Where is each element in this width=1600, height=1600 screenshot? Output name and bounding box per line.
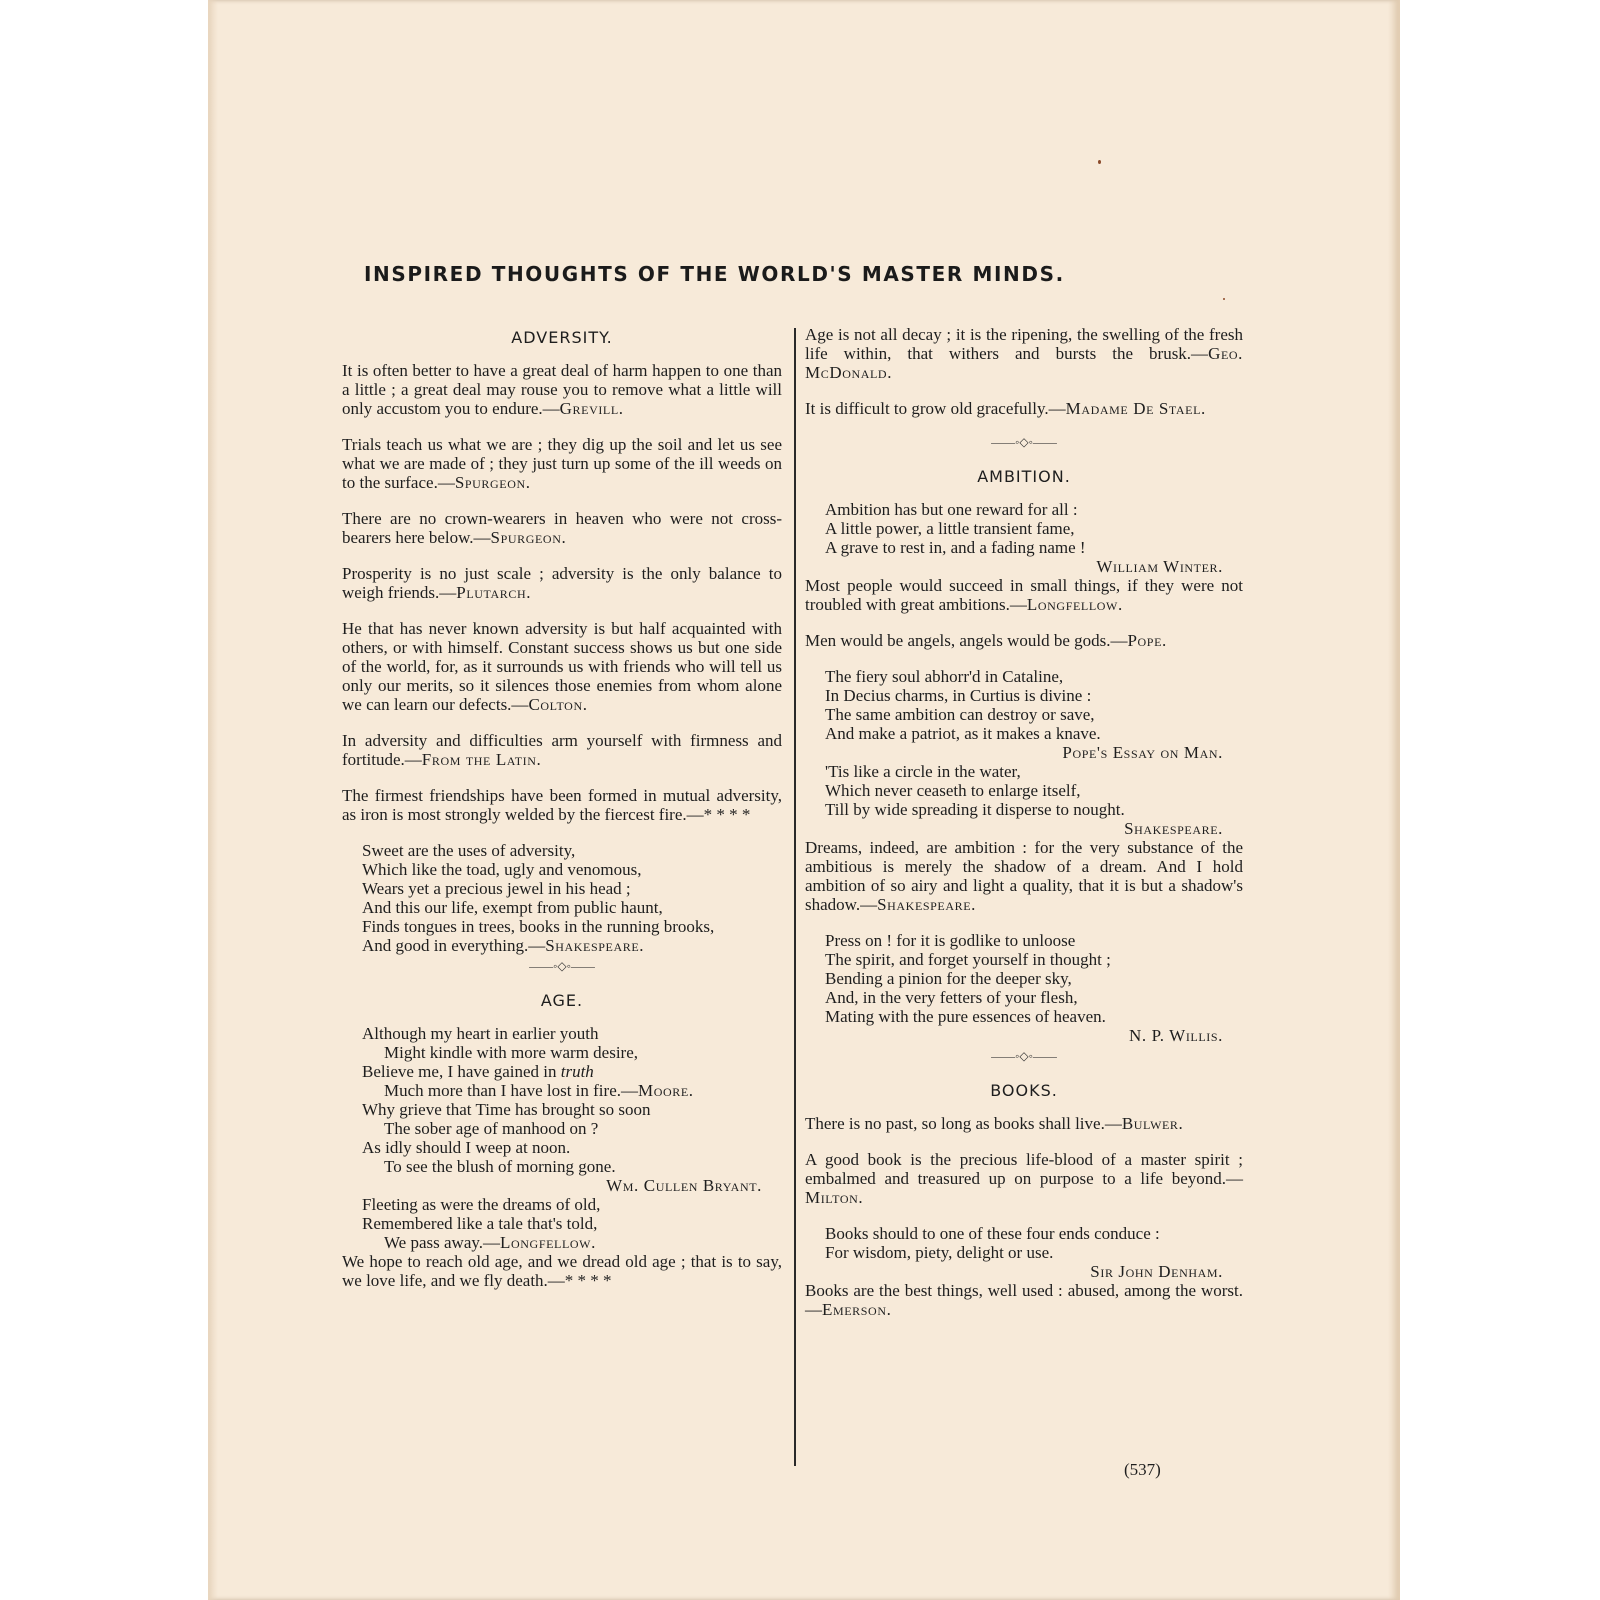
quote	[805, 838, 1243, 914]
quote	[342, 509, 782, 547]
poem-line: Bending a pinion for the deeper sky,	[825, 969, 1072, 988]
poem-line: Fleeting as were the dreams of old,	[362, 1195, 601, 1214]
poem-line: And, in the very fetters of your flesh,	[825, 988, 1078, 1007]
right-column	[805, 325, 1243, 1336]
poem-line: As idly should I weep at noon.	[362, 1138, 571, 1157]
quote-author: William Winter.	[1096, 557, 1223, 576]
quote-author: Pope.	[1127, 631, 1167, 650]
emphasis-word: truth	[560, 1062, 594, 1081]
poem-line: Finds tongues in trees, books in the running brooks,	[362, 917, 715, 936]
quote-text: Prosperity is no just scale ; adversity is the only balance to weigh friends.—	[342, 564, 782, 602]
quote-text: We hope to reach old age, and we dread old age ; that is to say, we love life, and we fly death.—* * * *	[342, 1252, 782, 1290]
poem-quote	[362, 841, 782, 955]
quote	[805, 631, 1243, 650]
poem-line: In Decius charms, in Curtius is divine :	[825, 686, 1092, 705]
poem-line: Till by wide spreading it disperse to nought.	[825, 800, 1125, 819]
poem-quote	[825, 500, 1243, 576]
quote	[342, 786, 782, 824]
quote-author: Shakespeare.	[545, 936, 645, 955]
quote-text: Men would be angels, angels would be gods.—	[805, 631, 1128, 650]
paper-fleck	[1098, 160, 1101, 164]
poem-line: Press on ! for it is godlike to unloose	[825, 931, 1076, 950]
poem-line-text: And good in everything.—	[362, 936, 546, 955]
quote-author: Milton.	[805, 1188, 864, 1207]
quote-text: Books are the best things, well used : abused, among the worst.—	[805, 1281, 1243, 1319]
quote-text: There are no crown-wearers in heaven who were not cross-bearers here below.—	[342, 509, 782, 547]
quote	[805, 1114, 1243, 1133]
quote	[342, 435, 782, 492]
poem-line: A grave to rest in, and a fading name !	[825, 538, 1086, 557]
section-heading-adversity: ADVERSITY.	[511, 328, 613, 347]
quote-author: Madame De Stael.	[1065, 399, 1206, 418]
quote-author: Shakespeare.	[1124, 819, 1223, 838]
quote-author: Longfellow.	[500, 1233, 596, 1252]
section-ornament: ——◦◇◦——	[991, 435, 1057, 449]
poem-line: Wears yet a precious jewel in his head ;	[362, 879, 631, 898]
quote-text: Age is not all decay ; it is the ripening, the swelling of the fresh life within, that withers and bursts the brusk.—	[805, 325, 1243, 363]
poem-quote	[825, 667, 1243, 762]
quote	[342, 564, 782, 602]
quote-author: Emerson.	[822, 1300, 892, 1319]
poem-quote	[825, 931, 1243, 1045]
poem-line: The sober age of manhood on ?	[384, 1119, 599, 1138]
quote	[342, 731, 782, 769]
page-title: INSPIRED THOUGHTS OF THE WORLD'S MASTER MINDS.	[364, 262, 1065, 286]
section-heading-ambition: AMBITION.	[977, 467, 1071, 486]
quote-author: Plutarch.	[456, 583, 532, 602]
quote-author: Moore.	[638, 1081, 694, 1100]
poem-line: Books should to one of these four ends conduce :	[825, 1224, 1160, 1243]
quote-author: Colton.	[528, 695, 588, 714]
poem-quote	[362, 1195, 782, 1252]
poem-line: A little power, a little transient fame,	[825, 519, 1075, 538]
poem-quote	[825, 1224, 1243, 1281]
poem-line: And this our life, exempt from public haunt,	[362, 898, 663, 917]
quote-text: There is no past, so long as books shall live.—	[805, 1114, 1122, 1133]
poem-line: Which like the toad, ugly and venomous,	[362, 860, 642, 879]
poem-line: The same ambition can destroy or save,	[825, 705, 1095, 724]
poem-line: Which never ceaseth to enlarge itself,	[825, 781, 1081, 800]
paper-fleck	[1223, 298, 1225, 300]
poem-line: 'Tis like a circle in the water,	[825, 762, 1021, 781]
poem-line: Mating with the pure essences of heaven.	[825, 1007, 1106, 1026]
section-heading-age: AGE.	[540, 991, 584, 1010]
poem-line	[362, 1081, 782, 1100]
quote-author: Grevill.	[559, 399, 624, 418]
quote-author: Pope's Essay on Man.	[1062, 743, 1223, 762]
poem-line-text: Much more than I have lost in fire.—	[384, 1081, 638, 1100]
quote-text: Most people would succeed in small things, if they were not troubled with great ambitions.—	[805, 576, 1243, 614]
quote-author: Geo. McDonald.	[805, 344, 1243, 382]
quote-text: He that has never known adversity is but half acquainted with others, or with himself. Constant success shows us but one side of the world, for, as it surrounds us with friends who will tell us only our merits, so it silences those enemies from whom alone we can learn our defects.—	[342, 619, 782, 714]
quote	[342, 361, 782, 418]
poem-line: Although my heart in earlier youth	[362, 1024, 599, 1043]
poem-line: Why grieve that Time has brought so soon	[362, 1100, 651, 1119]
quote	[805, 325, 1243, 382]
poem-line: To see the blush of morning gone.	[384, 1157, 616, 1176]
poem-line	[362, 1062, 782, 1081]
poem-line: And make a patriot, as it makes a knave.	[825, 724, 1101, 743]
quote-text: Trials teach us what we are ; they dig up the soil and let us see what we are made of ; they just turn up some of the ill weeds on to the surface.—	[342, 435, 782, 492]
quote	[342, 619, 782, 714]
section-ornament: ——◦◇◦——	[991, 1049, 1057, 1063]
quote	[805, 1150, 1243, 1207]
poem-line: The fiery soul abhorr'd in Cataline,	[825, 667, 1064, 686]
quote-author: Shakespeare.	[877, 895, 977, 914]
quote	[805, 1281, 1243, 1319]
quote-author: Bulwer.	[1121, 1114, 1184, 1133]
poem-quote	[362, 1024, 782, 1100]
poem-line: Remembered like a tale that's told,	[362, 1214, 598, 1233]
quote	[805, 576, 1243, 614]
section-heading-books: BOOKS.	[990, 1081, 1058, 1100]
quote-text: It is often better to have a great deal of harm happen to one than a little ; a great deal may rouse you to remove what a little will only accustom you to endure.—	[342, 361, 782, 418]
poem-line-text: Believe me, I have gained in	[362, 1062, 561, 1081]
quote-author: Spurgeon.	[490, 528, 567, 547]
quote-author: Sir John Denham.	[1090, 1262, 1223, 1281]
poem-line	[362, 1233, 782, 1252]
poem-quote	[362, 1100, 782, 1195]
poem-line: For wisdom, piety, delight or use.	[825, 1243, 1054, 1262]
poem-line-text: We pass away.—	[384, 1233, 501, 1252]
quote	[805, 399, 1243, 418]
quote-author: N. P. Willis.	[1129, 1026, 1223, 1045]
quote	[342, 1252, 782, 1290]
quote-author: Spurgeon.	[454, 473, 531, 492]
quote-author: Wm. Cullen Bryant.	[606, 1176, 762, 1195]
poem-line: The spirit, and forget yourself in thought ;	[825, 950, 1111, 969]
quote-text: Dreams, indeed, are ambition : for the very substance of the ambitious is merely the shadow of a dream. And I hold ambition of so airy and light a quality, that it is but a shadow's shadow.—	[805, 838, 1243, 914]
section-ornament: ——◦◇◦——	[529, 959, 595, 973]
page-number: (537)	[1124, 1460, 1161, 1479]
poem-line: Sweet are the uses of adversity,	[362, 841, 576, 860]
left-column	[342, 328, 782, 1307]
quote-text: It is difficult to grow old gracefully.—	[805, 399, 1066, 418]
poem-line: Might kindle with more warm desire,	[384, 1043, 639, 1062]
poem-quote	[825, 762, 1243, 838]
quote-text: The firmest friendships have been formed in mutual adversity, as iron is most strongly welded by the fiercest fire.—* * * *	[342, 786, 782, 824]
quote-text: In adversity and difficulties arm yourself with firmness and fortitude.—	[342, 731, 782, 769]
quote-author: From the Latin.	[421, 750, 542, 769]
poem-line	[362, 936, 782, 955]
quote-author: Longfellow.	[1026, 595, 1123, 614]
quote-text: A good book is the precious life-blood of a master spirit ; embalmed and treasured up on purpose to a life beyond.—	[805, 1150, 1243, 1188]
poem-line: Ambition has but one reward for all :	[825, 500, 1078, 519]
column-divider	[794, 328, 796, 1466]
